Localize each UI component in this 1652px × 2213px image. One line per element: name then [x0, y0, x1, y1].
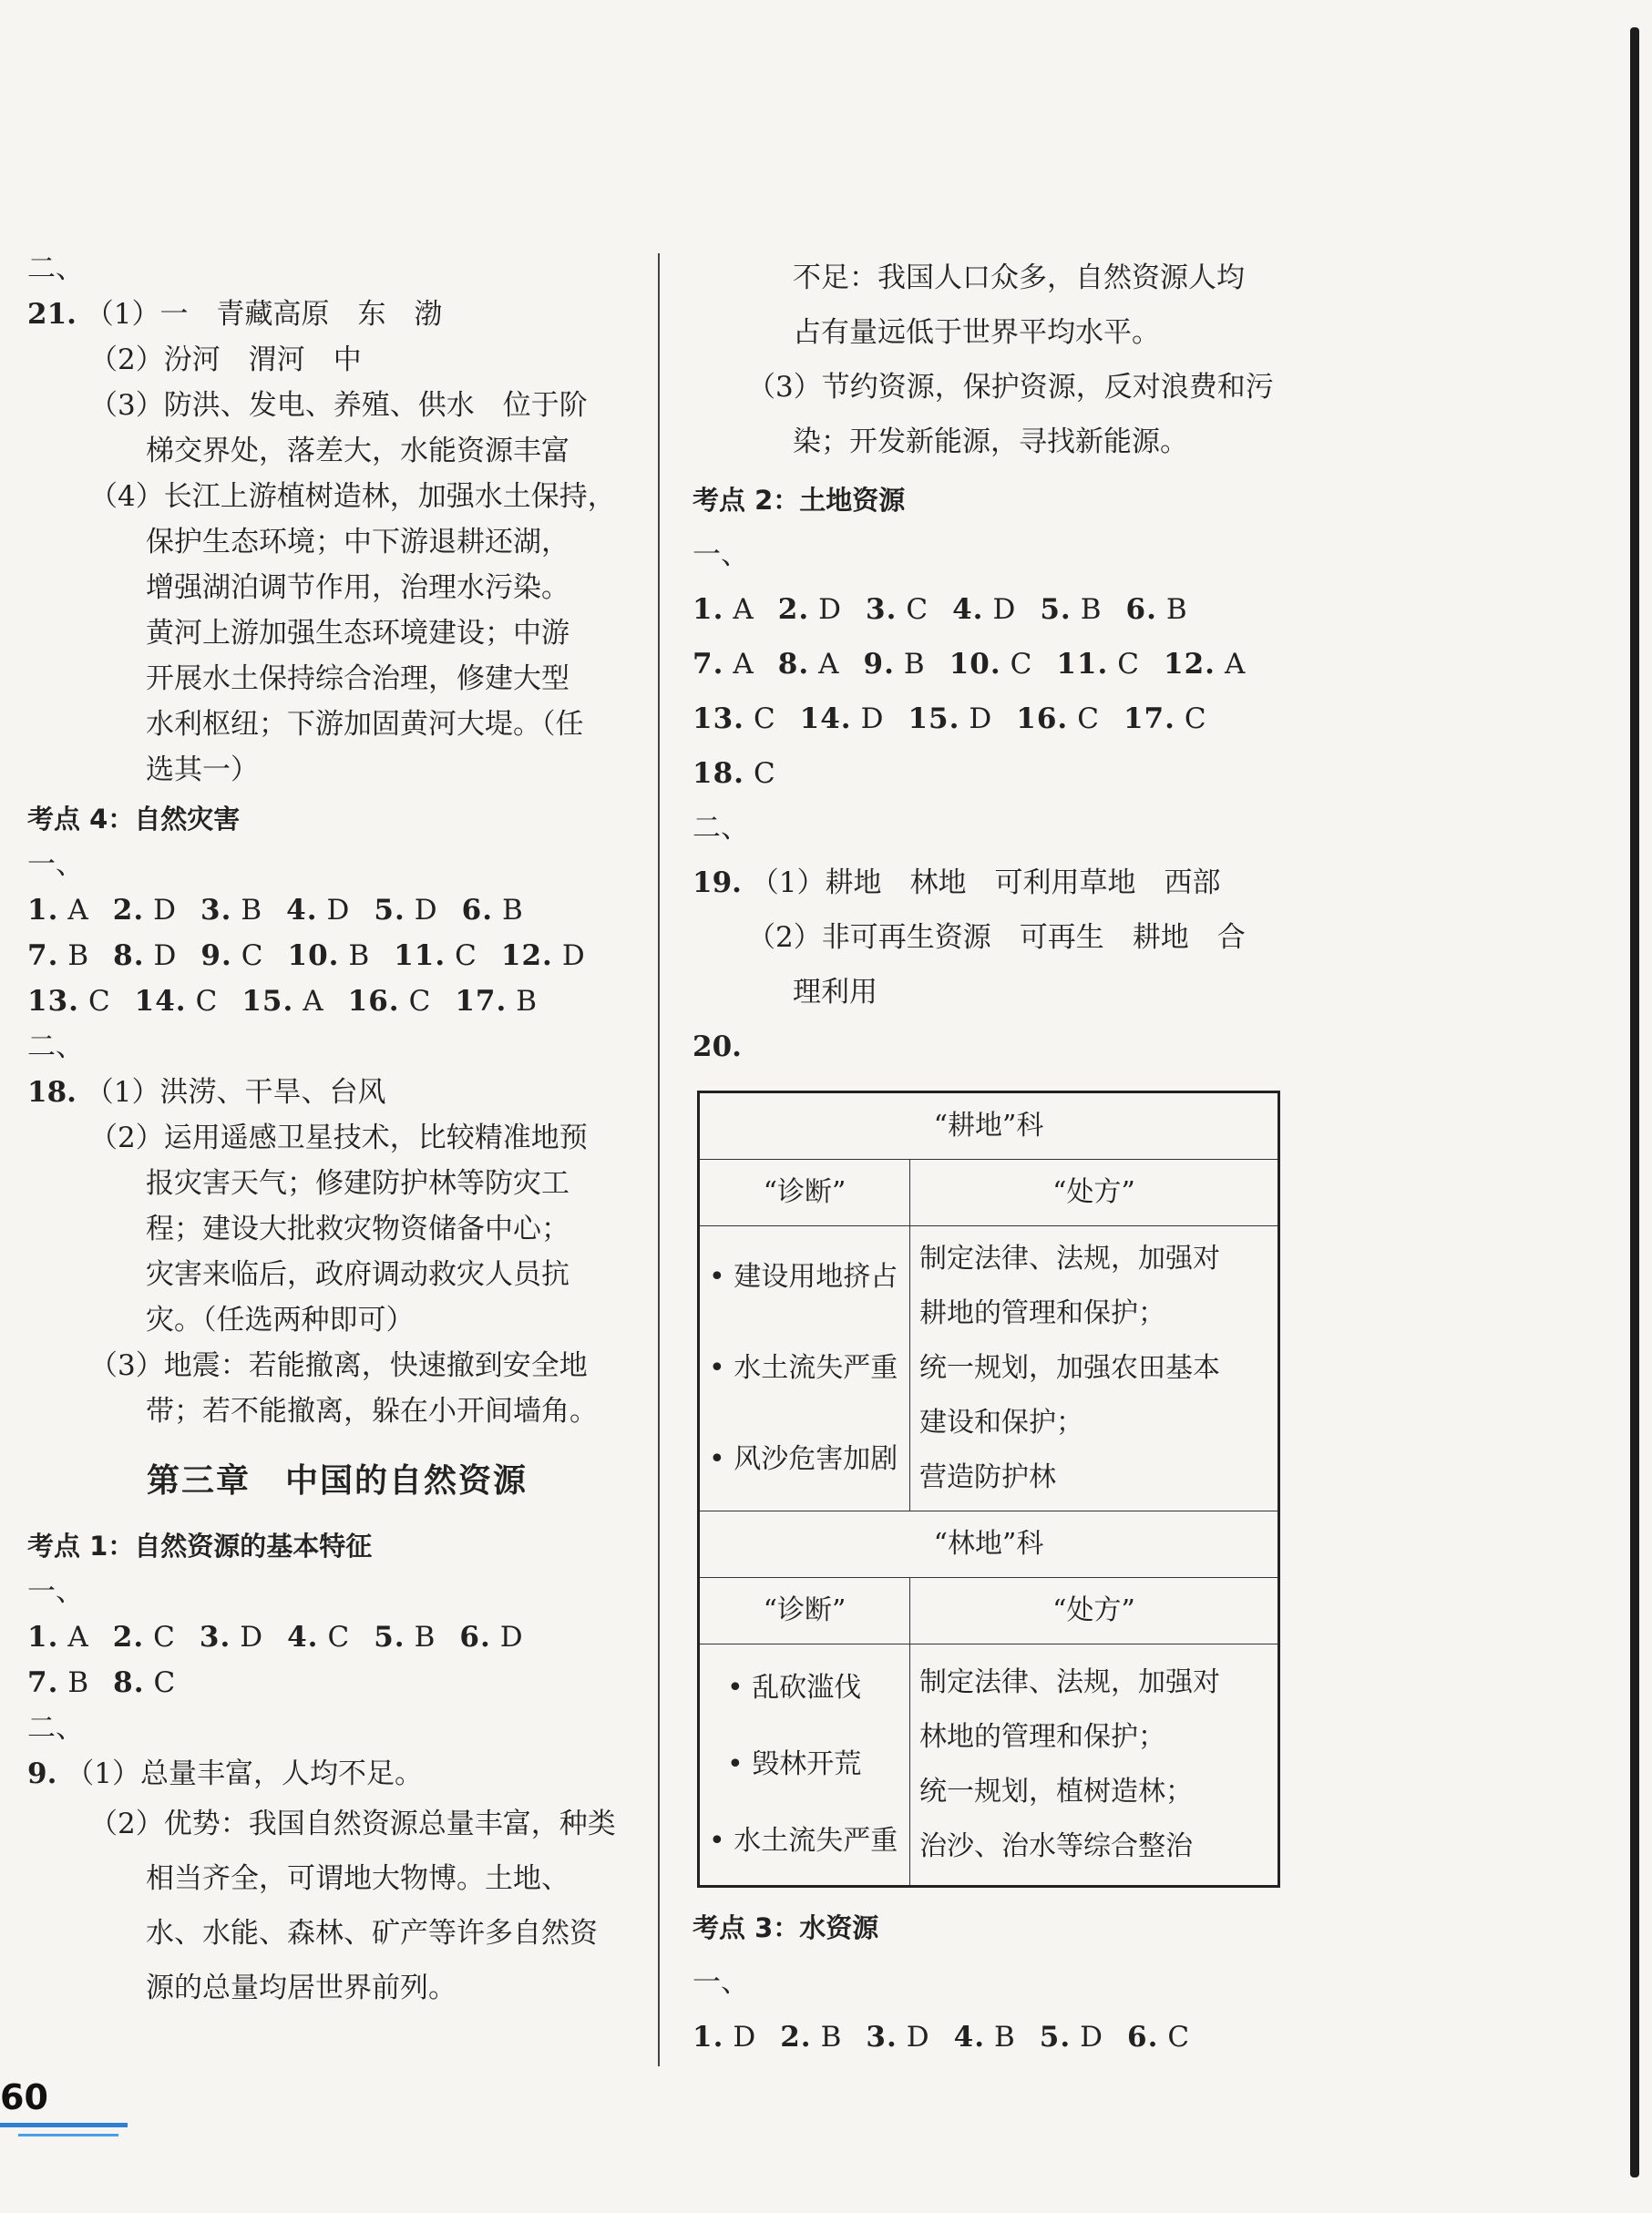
- answer-number: 13.: [27, 985, 79, 1018]
- answer-number: 1.: [27, 1621, 59, 1654]
- answer-choice: D: [992, 593, 1017, 626]
- q18-p2d: 灾害来临后，政府调动救灾人员抗: [146, 1258, 569, 1291]
- kd1-er: 二、: [27, 1712, 84, 1745]
- answer-choice: D: [1080, 2021, 1104, 2054]
- answer-item: [866, 2010, 929, 2064]
- answer-item: [135, 978, 219, 1024]
- answer-number: 13.: [693, 702, 744, 735]
- q18-number: 18.: [27, 1076, 77, 1109]
- q9-p1: （1）总量丰富，人均不足。: [66, 1757, 423, 1790]
- answer-row: [27, 978, 647, 1024]
- answer-number: 7.: [693, 648, 724, 681]
- q20-number: [693, 1019, 1303, 1074]
- kd2-er: 二、: [693, 812, 749, 845]
- answer-item: [954, 2010, 1016, 2064]
- answer-item: [693, 2010, 756, 2064]
- answer-choice: D: [326, 894, 351, 927]
- q21-p2: （2）汾河 渭河 中: [89, 343, 362, 376]
- answer-number: 2.: [112, 1621, 145, 1654]
- q9-p2d: 源的总量均居世界前列。: [146, 1972, 457, 2004]
- kd1-title: 考点 1：自然资源的基本特征: [27, 1531, 373, 1562]
- answer-choice: D: [499, 1621, 524, 1654]
- answer-choice: C: [195, 985, 219, 1018]
- answer-item: [778, 582, 842, 637]
- answer-choice: C: [455, 939, 477, 972]
- q21-p4f: 水利枢纽；下游加固黄河大堤。（任: [146, 708, 584, 741]
- answer-number: 17.: [455, 985, 508, 1018]
- answer-item: [866, 582, 929, 637]
- answer-item: [455, 978, 538, 1024]
- answer-number: 3.: [866, 593, 898, 626]
- answer-number: 17.: [1123, 702, 1175, 735]
- answer-row: [27, 887, 647, 933]
- answer-number: 2.: [112, 894, 145, 927]
- cropland-diag-item: • 风沙危害加剧: [709, 1443, 898, 1475]
- answer-item: [1124, 692, 1207, 746]
- answer-number: 9.: [863, 648, 895, 681]
- footer-rule: [0, 2123, 128, 2127]
- answer-item: [286, 887, 350, 933]
- forest-diag-item: • 毁林开荒: [727, 1748, 862, 1780]
- q9-p2c: 水、水能、森林、矿产等许多自然资: [146, 1917, 598, 1950]
- answer-choice: B: [903, 648, 926, 681]
- forest-diag-header: “诊断”: [699, 1578, 910, 1644]
- answer-number: 11.: [394, 939, 446, 972]
- answer-item: [113, 887, 177, 933]
- answer-row: [693, 746, 1303, 801]
- answer-item: [800, 692, 885, 746]
- kd4-title: 考点 4：自然灾害: [27, 804, 241, 835]
- q9-number: 9.: [27, 1757, 57, 1790]
- cropland-presc-header: “处方”: [910, 1160, 1279, 1226]
- q19-p2a: （2）非可再生资源 可再生 耕地 合: [747, 921, 1246, 954]
- answer-item: [113, 1614, 176, 1660]
- answer-choice: B: [414, 1621, 436, 1654]
- q21-p4a: （4）长江上游植树造林，加强水土保持，: [89, 480, 616, 513]
- answer-item: [462, 887, 524, 933]
- answer-item: [949, 637, 1033, 692]
- q21-p3a: （3）防洪、发电、养殖、供水 位于阶: [89, 389, 588, 422]
- answer-item: [394, 933, 477, 978]
- answer-number: 8.: [113, 939, 145, 972]
- answer-choice: C: [753, 702, 776, 735]
- answer-choice: A: [67, 894, 89, 927]
- q20-number-label: 20.: [693, 1030, 742, 1063]
- kd3-answers: [693, 2010, 1303, 2064]
- answer-number: 6.: [461, 894, 493, 927]
- answer-item: [1040, 582, 1102, 637]
- q18-p2b: 报灾害天气；修建防护林等防灾工: [146, 1167, 569, 1200]
- answer-item: [1126, 582, 1188, 637]
- cropland-diag-header: “诊断”: [699, 1160, 910, 1226]
- answer-number: 3.: [866, 2021, 898, 2054]
- kd3-yi: 一、: [693, 1966, 749, 1999]
- forest-diag-item: • 水土流失严重: [709, 1825, 898, 1857]
- q9-p3b: 染；开发新能源，寻找新能源。: [793, 425, 1188, 458]
- answer-item: [288, 933, 371, 978]
- answer-number: 7.: [27, 1666, 59, 1699]
- answer-item: [113, 1660, 176, 1706]
- answer-row: [693, 637, 1303, 692]
- answer-choice: C: [1010, 648, 1033, 681]
- answer-choice: D: [906, 2021, 930, 2054]
- answer-choice: D: [153, 939, 178, 972]
- answer-choice: C: [153, 1666, 177, 1699]
- answer-number: 7.: [27, 939, 59, 972]
- answer-choice: D: [561, 939, 586, 972]
- answer-choice: A: [1224, 648, 1247, 681]
- cropland-presc-line: 统一规划，加强农田基本: [919, 1352, 1220, 1384]
- kd3-title: 考点 3：水资源: [693, 1912, 879, 1943]
- answer-number: 12.: [1164, 648, 1216, 681]
- answer-item: [952, 582, 1016, 637]
- answer-item: [241, 978, 323, 1024]
- answer-choice: C: [408, 985, 432, 1018]
- answer-number: 5.: [374, 1621, 405, 1654]
- answer-choice: D: [240, 1621, 264, 1654]
- answer-choice: B: [994, 2021, 1016, 2054]
- forest-presc-line: 制定法律、法规，加强对: [919, 1666, 1220, 1698]
- answer-number: 14.: [134, 985, 187, 1018]
- q19-p1: （1）耕地 林地 可利用草地 西部: [750, 866, 1221, 899]
- q9-p2b: 相当齐全，可谓地大物博。土地、: [146, 1862, 569, 1895]
- right-column: [693, 251, 1303, 2064]
- answer-item: [287, 1614, 350, 1660]
- kd2-title: 考点 2：土地资源: [693, 485, 906, 516]
- answer-choice: C: [1077, 702, 1100, 735]
- answer-choice: C: [87, 985, 111, 1018]
- answer-item: [693, 637, 754, 692]
- answer-number: 1.: [693, 593, 724, 626]
- cropland-diagnosis: [699, 1226, 910, 1511]
- answer-choice: B: [516, 985, 539, 1018]
- answer-number: 9.: [200, 939, 232, 972]
- answer-choice: B: [820, 2021, 843, 2054]
- answer-item: [501, 933, 586, 978]
- answer-item: [908, 692, 992, 746]
- forest-presc-line: 统一规划，植树造林；: [919, 1776, 1193, 1808]
- q9-part1: [27, 1751, 647, 1797]
- q21-number: 21.: [27, 298, 77, 331]
- answer-number: 1.: [693, 2021, 724, 2054]
- answer-item: [27, 1660, 89, 1706]
- q19-number: 19.: [693, 866, 742, 899]
- answer-item: [1040, 2010, 1103, 2064]
- answer-number: 5.: [374, 894, 405, 927]
- answer-number: 16.: [347, 985, 400, 1018]
- answer-item: [200, 1614, 263, 1660]
- q18-p3b: 带；若不能撤离，躲在小开间墙角。: [146, 1395, 598, 1428]
- answer-item: [778, 637, 840, 692]
- answer-item: [27, 978, 111, 1024]
- forest-presc-line: 治沙、治水等综合整治: [919, 1830, 1193, 1862]
- q18-p2a: （2）运用遥感卫星技术，比较精准地预: [89, 1122, 588, 1154]
- answer-choice: C: [1167, 2021, 1191, 2054]
- answer-item: [780, 2010, 842, 2064]
- answer-item: [1016, 692, 1100, 746]
- answer-choice: D: [860, 702, 885, 735]
- answer-number: 11.: [1056, 648, 1109, 681]
- answer-item: [693, 582, 754, 637]
- answer-choice: A: [733, 593, 754, 626]
- answer-item: [374, 887, 437, 933]
- scan-edge: [1630, 27, 1639, 2177]
- answer-row: [27, 1660, 647, 1706]
- answer-number: 6.: [459, 1621, 491, 1654]
- q21-p3b: 梯交界处，落差大，水能资源丰富: [146, 435, 569, 467]
- cropland-table-title: “耕地”科: [699, 1092, 1279, 1160]
- answer-choice: B: [67, 1666, 90, 1699]
- q21-p4b: 保护生态环境；中下游退耕还湖，: [146, 526, 569, 558]
- answer-item: [1056, 637, 1140, 692]
- column-divider: [658, 253, 660, 2066]
- answer-item: [1164, 637, 1246, 692]
- q19-part1: [693, 855, 1303, 910]
- answer-number: 5.: [1040, 593, 1072, 626]
- answer-row: [27, 933, 647, 978]
- forest-presc-line: 林地的管理和保护；: [919, 1721, 1165, 1753]
- answer-number: 4.: [286, 894, 318, 927]
- answer-number: 1.: [27, 894, 59, 927]
- chapter-title: 第三章 中国的自然资源: [146, 1461, 528, 1500]
- q18-p1: （1）洪涝、干旱、台风: [85, 1076, 386, 1109]
- section-er: 二、: [27, 252, 84, 285]
- kd1-answers: [27, 1614, 647, 1706]
- answer-choice: C: [241, 939, 264, 972]
- answer-item: [693, 692, 776, 746]
- answer-number: 16.: [1016, 702, 1069, 735]
- forest-table-title: “林地”科: [699, 1511, 1279, 1578]
- answer-row: [693, 2010, 1303, 2064]
- answer-number: 2.: [780, 2021, 812, 2054]
- page-number: 60: [0, 2077, 48, 2117]
- kd4-yi: 一、: [27, 848, 84, 881]
- cropland-presc-line: 耕地的管理和保护；: [919, 1297, 1165, 1329]
- answer-item: [459, 1614, 523, 1660]
- q19-p2b: 理利用: [793, 976, 877, 1009]
- q18-p2e: 灾。（任选两种即可）: [146, 1304, 415, 1337]
- answer-number: 18.: [693, 757, 744, 790]
- answer-item: [348, 978, 432, 1024]
- kd2-yi: 一、: [693, 538, 749, 571]
- answer-choice: B: [502, 894, 524, 927]
- answer-number: 15.: [241, 985, 294, 1018]
- answer-item: [27, 933, 89, 978]
- q9-p2a: （2）优势：我国自然资源总量丰富，种类: [89, 1808, 616, 1840]
- answer-choice: D: [414, 894, 438, 927]
- answer-choice: A: [67, 1621, 89, 1654]
- answer-row: [693, 582, 1303, 637]
- q21-p1: （1）一 青藏高原 东 渤: [85, 298, 443, 331]
- answer-number: 14.: [799, 702, 852, 735]
- cropland-diag-item: • 水土流失严重: [709, 1352, 898, 1384]
- answer-item: [113, 933, 177, 978]
- kd4-answers: [27, 887, 647, 1024]
- answer-number: 4.: [952, 593, 984, 626]
- answer-item: [864, 637, 926, 692]
- answer-number: 10.: [949, 648, 1001, 681]
- answer-choice: B: [241, 894, 263, 927]
- answer-item: [27, 1614, 89, 1660]
- left-column: [27, 246, 647, 2015]
- q21-part1: [27, 292, 647, 337]
- q9-p3a: （3）节约资源，保护资源，反对浪费和污: [747, 371, 1274, 404]
- answer-number: 10.: [287, 939, 340, 972]
- answer-choice: D: [153, 894, 177, 927]
- cropland-presc-line: 建设和保护；: [919, 1407, 1083, 1439]
- answer-choice: C: [1184, 702, 1207, 735]
- answer-number: 6.: [1125, 593, 1157, 626]
- kd1-yi: 一、: [27, 1575, 84, 1608]
- answer-choice: D: [818, 593, 842, 626]
- q9-p2e: 不足：我国人口众多，自然资源人均: [793, 261, 1245, 294]
- forest-diagnosis: [699, 1644, 910, 1887]
- answer-item: [374, 1614, 436, 1660]
- answer-choice: D: [969, 702, 993, 735]
- answer-choice: A: [818, 648, 840, 681]
- kd2-answers: [693, 582, 1303, 801]
- answer-choice: B: [67, 939, 90, 972]
- answer-number: 8.: [113, 1666, 145, 1699]
- answer-item: [693, 746, 776, 801]
- footer-rule-secondary: [18, 2134, 118, 2136]
- answer-number: 6.: [1127, 2021, 1159, 2054]
- answer-choice: C: [906, 593, 929, 626]
- answer-number: 5.: [1039, 2021, 1072, 2054]
- forest-diag-item: • 乱砍滥伐: [727, 1672, 862, 1704]
- answer-choice: A: [733, 648, 754, 681]
- q9-p2f: 占有量远低于世界平均水平。: [793, 316, 1160, 349]
- answer-number: 3.: [199, 1621, 231, 1654]
- answer-item: [27, 887, 89, 933]
- answer-number: 12.: [500, 939, 553, 972]
- q18-p2c: 程；建设大批救灾物资储备中心；: [146, 1213, 569, 1245]
- answer-choice: D: [733, 2021, 757, 2054]
- q21-p4c: 增强湖泊调节作用，治理水污染。: [146, 571, 569, 604]
- cropland-table: [697, 1091, 1280, 1888]
- answer-number: 4.: [287, 1621, 319, 1654]
- cropland-diag-item: • 建设用地挤占: [709, 1261, 898, 1293]
- q21-p4g: 选其一）: [146, 753, 259, 786]
- answer-number: 2.: [777, 593, 810, 626]
- cropland-presc-line: 制定法律、法规，加强对: [919, 1243, 1220, 1275]
- answer-choice: C: [753, 757, 776, 790]
- forest-prescription: [910, 1644, 1279, 1887]
- answer-row: [27, 1614, 647, 1660]
- answer-number: 3.: [200, 894, 232, 927]
- answer-number: 8.: [777, 648, 810, 681]
- answer-choice: A: [303, 985, 324, 1018]
- q21-p4d: 黄河上游加强生态环境建设；中游: [146, 617, 569, 650]
- answer-choice: C: [1117, 648, 1141, 681]
- q18-p3a: （3）地震：若能撤离，快速撤到安全地: [89, 1349, 588, 1382]
- kd4-er: 二、: [27, 1030, 84, 1063]
- answer-choice: B: [1080, 593, 1103, 626]
- answer-number: 15.: [908, 702, 960, 735]
- cropland-presc-line: 营造防护林: [919, 1461, 1056, 1493]
- answer-choice: B: [348, 939, 371, 972]
- answer-item: [200, 887, 262, 933]
- forest-presc-header: “处方”: [910, 1578, 1279, 1644]
- answer-item: [1127, 2010, 1190, 2064]
- answer-choice: C: [153, 1621, 176, 1654]
- q18-part1: [27, 1070, 647, 1115]
- answer-row: [693, 692, 1303, 746]
- cropland-prescription: [910, 1226, 1279, 1511]
- q21-p4e: 开展水土保持综合治理，修建大型: [146, 662, 569, 695]
- answer-item: [200, 933, 263, 978]
- answer-choice: B: [1165, 593, 1188, 626]
- answer-choice: C: [327, 1621, 351, 1654]
- answer-number: 4.: [953, 2021, 985, 2054]
